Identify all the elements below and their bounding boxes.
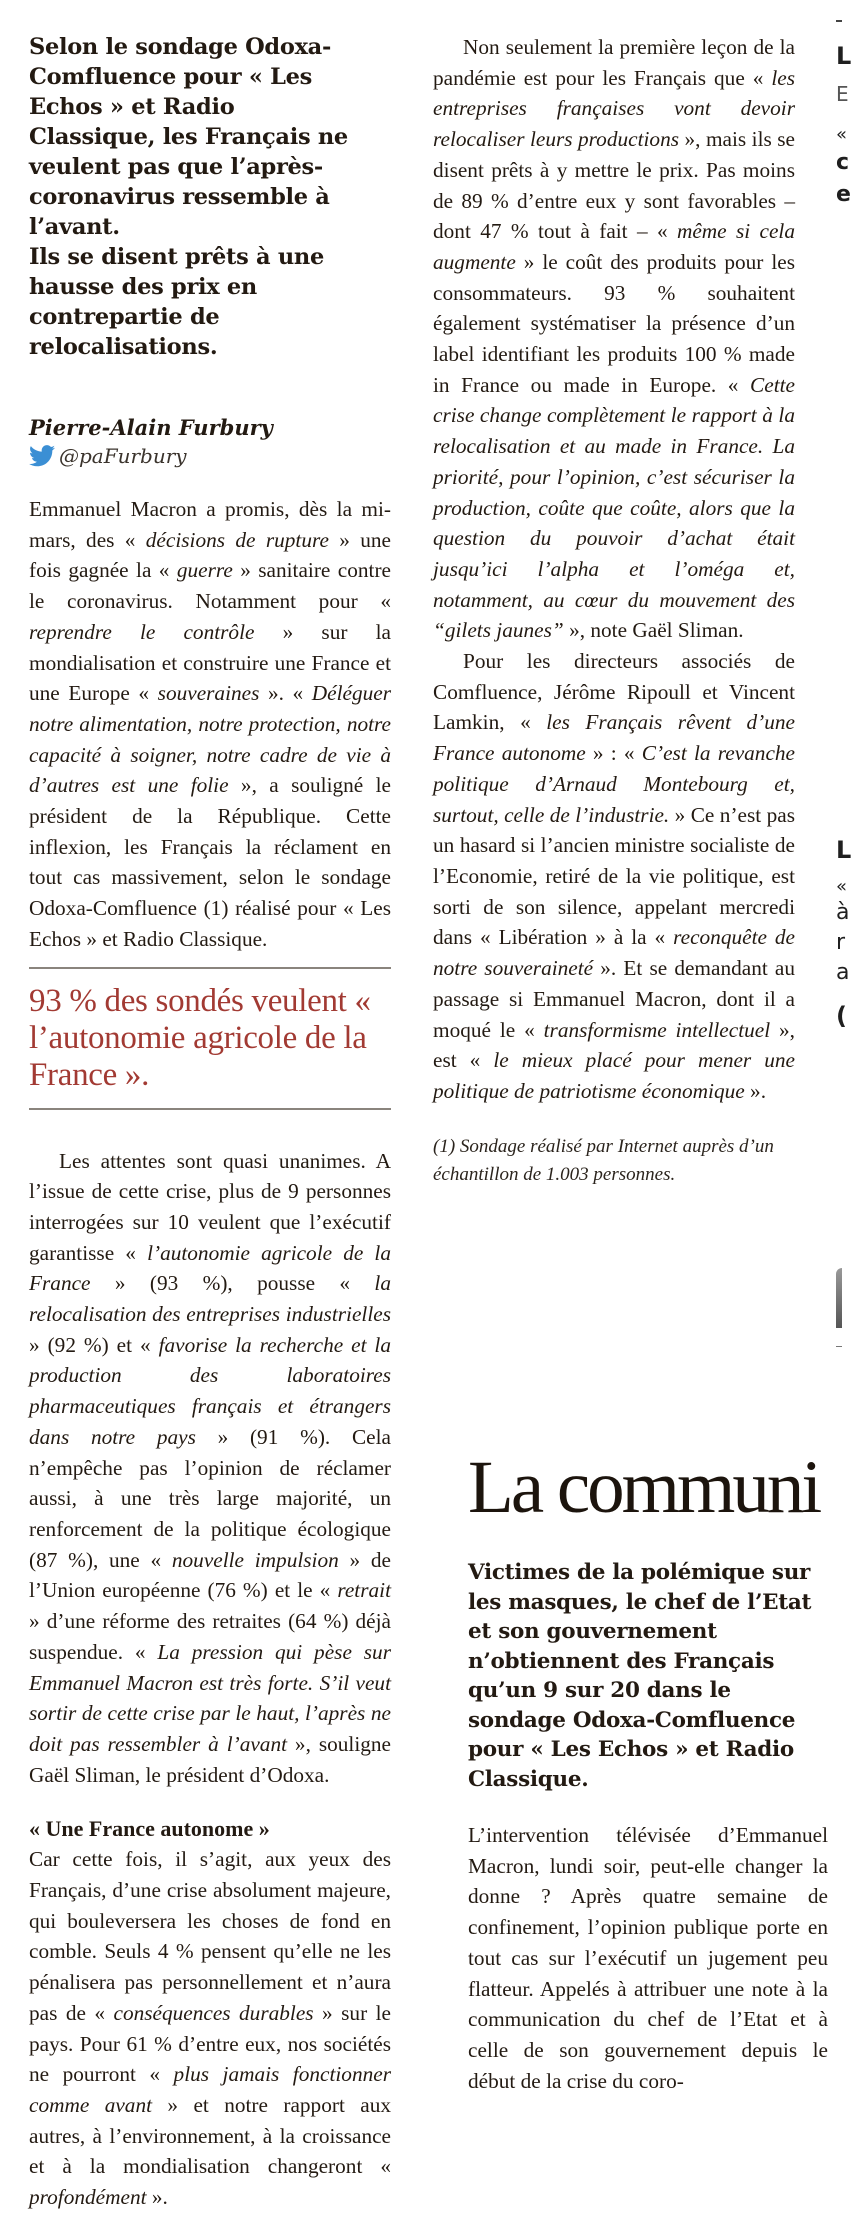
article-column-1 <box>29 32 392 2210</box>
paragraph-crisis: Car cette fois, il s’agit, aux yeux des Français, d’une crise absolument majeure, qui bouleversera les choses de fond en comble. Seuls 4 % pensent qu’elle ne les pénalisera pas personnellement et n’aura pas de « conséquences durables » sur le pays. Pour 61 % d’entre eux, nos sociétés ne pourront « plus jamais fonctionner comme avant » et notre rapport aux autres, à l’environnement, à la croissance et à la mondialisation changeront « profondément ». <box>29 1847 392 2210</box>
section-subhead: « Une France autonome » <box>29 1816 270 1842</box>
paragraph-relocation: Non seulement la première leçon de la pandémie est pour les Français que « les entreprises françaises vont devoir relocaliser leurs productions », mais ils se disent prêts à y mettre le prix. Pas moins de 89 % d’entre eux y sont favorables – dont 47 % tout à fait – « même si cela augmente » le coût des produits pour les consommateurs. 93 % souhaitent également systématiser la présence d’un label identifiant les produits 100 % made in France ou made in Europe. « Cette crise change complètement le rapport à la relocalisation et au made in France. La priorité, pour l’opinion, c’est sécuriser la production, coûte que coûte, alors que la question du pouvoir d’achat était jusqu’ici l’alpha et l’oméga et, notamment, au cœur du mouvement des “gilets jaunes” », note Gaël Sliman. <box>433 35 796 643</box>
article-2-standfirst: Victimes de la polémique sur les masques, le chef de l’Etat et son gouvernement n’obtiennent des Français qu’un 9 sur 20 dans le sondage Odoxa-Comfluence pour « Les Echos » et Radio Classique. <box>468 1560 812 1792</box>
twitter-handle: @paFurbury <box>59 444 187 468</box>
edge-photo <box>836 1268 842 1328</box>
divider-top <box>29 967 391 969</box>
footnote: (1) Sondage réalisé par Internet auprès d’un échantillon de 1.003 personnes. <box>433 1135 774 1185</box>
edge-fragment: « <box>836 124 848 145</box>
edge-fragment: ( <box>836 1002 847 1030</box>
article-column-2 <box>433 0 795 1189</box>
edge-rule <box>836 1346 842 1347</box>
paragraph-expectations: Les attentes sont quasi unanimes. A l’issue de cette crise, plus de 9 personnes interrogées sur 10 veulent que l’exécutif garantisse « l’autonomie agricole de la France » (93 %), pousse « la relocalisation des entreprises industrielles » (92 %) et « favorise la recherche et la production des laboratoires pharmaceutiques français et étrangers dans notre pays » (91 %). Cela n’empêche pas l’opinion de réclamer aussi, à une très large majorité, un renforcement de la politique écologique (87 %), une « nouvelle impulsion » de l’Union européenne (76 %) et le « retrait » d’une réforme des retraites (64 %) déjà suspendue. « La pression qui pèse sur Emmanuel Macron est très forte. S’il veut sortir de cette crise par le haut, l’après ne doit pas ressembler à l’avant », souligne Gaël Sliman, le président d’Odoxa. <box>29 1148 391 1787</box>
edge-fragment: « <box>836 876 848 897</box>
author-name: Pierre-Alain Furbury <box>29 415 273 440</box>
edge-fragment: e <box>836 182 851 207</box>
article-2-body: L’intervention télévisée d’Emmanuel Macron, lundi soir, peut-elle changer la donne ? Après quatre semaine de confinement, l’opinion publique porte en tout cas sur l’exécutif un jugement peu flatteur. Appelés à attribuer une note à la communication du chef de l’Etat et à celle de son gouvernement depuis le début de la crise du coro- <box>468 1823 828 2093</box>
edge-fragment: L <box>836 836 851 864</box>
divider-bottom <box>29 1108 391 1110</box>
article-standfirst <box>29 32 391 362</box>
standfirst-sentence-2: Ils se disent prêts à une hausse des prix en contrepartie de relocalisations. <box>29 244 324 360</box>
edge-fragment: E <box>836 82 849 106</box>
edge-fragment: à <box>836 900 850 925</box>
edge-fragment: r <box>836 930 846 955</box>
article-2-column <box>468 1558 842 2096</box>
byline <box>29 414 391 470</box>
standfirst-sentence-1: Selon le sondage Odoxa-Comfluence pour « Les Echos » et Radio Classique, les Français ne veulent pas que l’après-coronavirus ressemble à l’avant. <box>29 34 348 240</box>
paragraph-comfluence: Pour les directeurs associés de Comfluence, Jérôme Ripoull et Vincent Lamkin, « les Français rêvent d’une France autonome » : « C’est la revanche politique d’Arnaud Montebourg et, surtout, celle de l’industrie. » Ce n’est pas un hasard si l’ancien ministre socialiste de l’Economie, retiré de la vie politique, est sorti de son silence, appelant mercredi dans « Libération » à la « reconquête de notre souveraineté ». Et se demandant au passage si Emmanuel Macron, dont il a moqué le « transformisme intellectuel », est « le mieux placé pour mener une politique de patriotisme économique ». <box>433 649 795 1103</box>
edge-fragment: L <box>836 42 851 70</box>
edge-fragment: c <box>836 150 850 175</box>
twitter-link[interactable] <box>29 442 391 470</box>
pull-quote: 93 % des sondés veulent « l’autonomie agricole de la France ». <box>29 982 371 1093</box>
intro-paragraph: Emmanuel Macron a promis, dès la mi-mars, des « décisions de rupture » une fois gagnée la « guerre » sanitaire contre le coronavirus. Notamment pour « reprendre le contrôle » sur la mondialisation et construire une France et une Europe « souveraines ». « Déléguer notre alimentation, notre protection, notre capacité à soigner, notre cadre de vie à d’autres est une folie », a souligné le président de la République. Cette inflexion, les Français la réclament en tout cas massivement, selon le sondage Odoxa-Comfluence (1) réalisé pour « Les Echos » et Radio Classique. <box>29 497 392 951</box>
edge-rule <box>836 20 842 22</box>
edge-fragment: a <box>836 960 850 985</box>
article-2-headline: La communi <box>468 1446 820 1529</box>
twitter-bird-icon <box>29 445 55 467</box>
